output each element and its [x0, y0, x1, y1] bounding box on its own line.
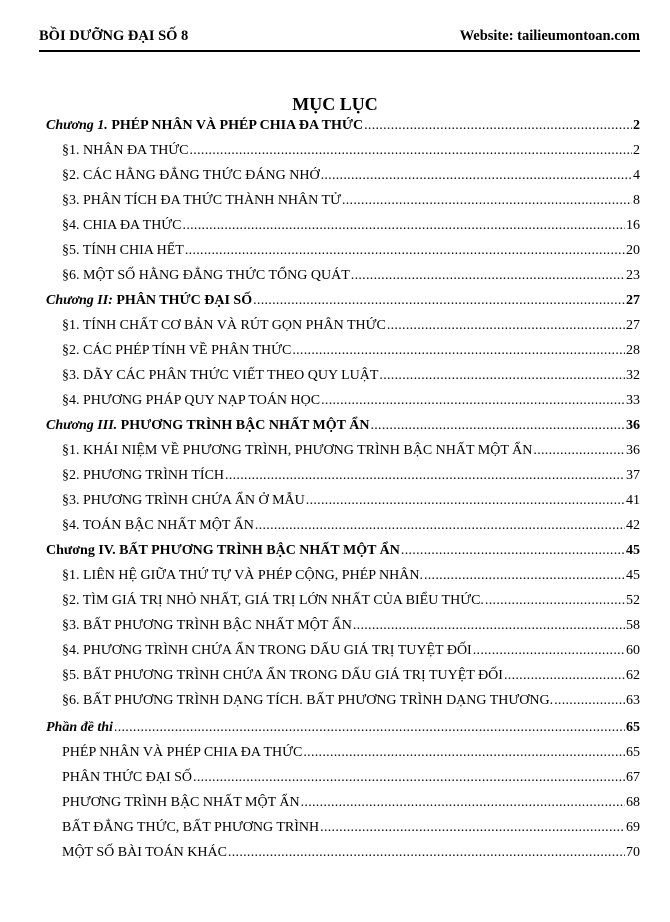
dot-leader — [321, 166, 632, 186]
dot-leader — [387, 316, 625, 336]
entry-title: §1. NHÂN ĐA THỨC — [62, 143, 189, 158]
toc-entry-label — [62, 466, 224, 486]
page-number: 63 — [626, 693, 640, 708]
entry-title: PHÉP NHÂN VÀ PHÉP CHIA ĐA THỨC — [107, 118, 364, 133]
dot-leader — [364, 116, 632, 136]
toc-entry-label — [46, 116, 363, 136]
toc-entry-label — [62, 516, 254, 536]
entry-title: BẤT ĐẲNG THỨC, BẤT PHƯƠNG TRÌNH — [62, 820, 320, 835]
toc-section-entry[interactable] — [46, 616, 640, 641]
page-number: 65 — [626, 745, 640, 760]
dot-leader — [401, 541, 625, 561]
page-number: 27 — [626, 318, 640, 333]
entry-title: §6. MỘT SỐ HẰNG ĐẲNG THỨC TỔNG QUÁT — [62, 268, 350, 283]
toc-section-entry[interactable] — [46, 366, 640, 391]
page-number: 8 — [633, 193, 640, 208]
dot-leader — [353, 616, 625, 636]
page-title: MỤC LỤC — [292, 94, 378, 114]
toc-section-entry[interactable] — [46, 691, 640, 716]
page-number: 45 — [626, 568, 640, 583]
page-number: 68 — [626, 795, 640, 810]
toc-section-entry[interactable] — [46, 241, 640, 266]
toc-section-entry[interactable] — [46, 191, 640, 216]
entry-title: §2. CÁC HẰNG ĐẲNG THỨC ĐÁNG NHỚ — [62, 168, 320, 183]
entry-title: §2. CÁC PHÉP TÍNH VỀ PHÂN THỨC — [62, 343, 292, 358]
entry-title: PHƯƠNG TRÌNH BẬC NHẤT MỘT ẨN — [62, 795, 300, 810]
dot-leader — [320, 818, 625, 838]
toc-entry-label — [62, 141, 189, 161]
page-number: 20 — [626, 243, 640, 258]
toc-entry-label — [62, 216, 182, 236]
page-number: 69 — [626, 820, 640, 835]
page-number: 23 — [626, 268, 640, 283]
toc-section-entry[interactable] — [46, 441, 640, 466]
toc-entry-label — [62, 566, 423, 586]
toc-entry-label — [62, 768, 192, 788]
dot-leader — [255, 516, 625, 536]
toc-section-entry[interactable] — [46, 341, 640, 366]
entry-title: §5. BẤT PHƯƠNG TRÌNH CHỨA ẨN TRONG DẤU GIÁ TRỊ TUYỆT ĐỐI — [62, 668, 503, 683]
toc-entry-label — [62, 818, 319, 838]
toc-section-entry[interactable] — [46, 141, 640, 166]
toc-section-entry[interactable] — [46, 818, 640, 843]
page-number: 58 — [626, 618, 640, 633]
entry-title: PHƯƠNG TRÌNH BẬC NHẤT MỘT ẨN — [117, 418, 370, 433]
page-number: 41 — [626, 493, 640, 508]
entry-title: Chương IV. BẤT PHƯƠNG TRÌNH BẬC NHẤT MỘT ẨN — [46, 543, 400, 558]
header-divider — [39, 50, 640, 52]
header-website: Website: tailieumontoan.com — [459, 28, 640, 44]
toc-section-entry[interactable] — [46, 843, 640, 868]
toc-chapter-entry[interactable] — [46, 116, 640, 141]
entry-title: §1. KHÁI NIỆM VỀ PHƯƠNG TRÌNH, PHƯƠNG TRÌNH BẬC NHẤT MỘT ẨN — [62, 443, 533, 458]
table-of-contents — [46, 116, 640, 868]
dot-leader — [473, 641, 625, 661]
dot-leader — [225, 466, 625, 486]
toc-entry-label — [62, 843, 227, 863]
chapter-prefix: Chương III. — [46, 418, 118, 433]
entry-title: §6. BẤT PHƯƠNG TRÌNH DẠNG TÍCH. BẤT PHƯƠNG TRÌNH DẠNG THƯƠNG. — [62, 693, 554, 708]
page-number: 28 — [626, 343, 640, 358]
entry-title: §4. CHIA ĐA THỨC — [62, 218, 182, 233]
page-number: 27 — [626, 293, 640, 308]
dot-leader — [342, 191, 632, 211]
toc-entry-label — [62, 793, 300, 813]
toc-entry-label — [46, 541, 400, 561]
dot-leader — [228, 843, 625, 863]
toc-entry-label — [62, 391, 320, 411]
page-number: 42 — [626, 518, 640, 533]
page-number: 62 — [626, 668, 640, 683]
page-number: 4 — [633, 168, 640, 183]
entry-title: §4. TOÁN BẬC NHẤT MỘT ẨN — [62, 518, 254, 533]
page-number: 32 — [626, 368, 640, 383]
entry-title: §3. PHÂN TÍCH ĐA THỨC THÀNH NHÂN TỬ — [62, 193, 341, 208]
entry-title: §4. PHƯƠNG TRÌNH CHỨA ẨN TRONG DẤU GIÁ TRỊ TUYỆT ĐỐI — [62, 643, 472, 658]
dot-leader — [183, 216, 625, 236]
page-number: 36 — [626, 443, 640, 458]
dot-leader — [321, 391, 625, 411]
dot-leader — [193, 768, 625, 788]
page-header — [39, 28, 640, 48]
chapter-prefix: Chương 1. — [46, 118, 108, 133]
entry-title: §1. TÍNH CHẤT CƠ BẢN VÀ RÚT GỌN PHÂN THỨC — [62, 318, 386, 333]
page-number: 33 — [626, 393, 640, 408]
chapter-prefix: Chương II: — [46, 293, 113, 308]
entry-title: PHÂN THỨC ĐẠI SỐ — [112, 293, 253, 308]
page-number: 60 — [626, 643, 640, 658]
entry-title: §2. PHƯƠNG TRÌNH TÍCH — [62, 468, 225, 483]
toc-entry-label — [46, 416, 369, 436]
dot-leader — [424, 566, 625, 586]
toc-chapter-entry[interactable] — [46, 541, 640, 566]
dot-leader — [190, 141, 633, 161]
toc-entry-label — [46, 291, 252, 311]
chapter-prefix: Phần đề thi — [46, 720, 113, 735]
toc-section-entry[interactable] — [46, 266, 640, 291]
dot-leader — [253, 291, 625, 311]
entry-title: §3. PHƯƠNG TRÌNH CHỨA ẨN Ở MẪU — [62, 493, 305, 508]
toc-entry-label — [62, 641, 472, 661]
dot-leader — [303, 743, 625, 763]
page-number: 67 — [626, 770, 640, 785]
header-book-title: BỒI DƯỠNG ĐẠI SỐ 8 — [39, 28, 189, 44]
toc-section-entry[interactable] — [46, 566, 640, 591]
page-number: 52 — [626, 593, 640, 608]
dot-leader — [554, 691, 625, 711]
toc-entry-label — [62, 616, 352, 636]
toc-section-entry[interactable] — [46, 166, 640, 191]
toc-chapter-entry[interactable] — [46, 718, 640, 743]
page-number: 70 — [626, 845, 640, 860]
toc-entry-label — [46, 718, 113, 738]
toc-entry-label — [62, 591, 484, 611]
toc-entry-label — [62, 691, 553, 711]
toc-entry-label — [62, 266, 350, 286]
dot-leader — [370, 416, 625, 436]
dot-leader — [306, 491, 625, 511]
page-number: 16 — [626, 218, 640, 233]
toc-entry-label — [62, 166, 320, 186]
toc-chapter-entry[interactable] — [46, 416, 640, 441]
toc-entry-label — [62, 241, 184, 261]
toc-section-entry[interactable] — [46, 591, 640, 616]
page-number: 36 — [626, 418, 640, 433]
entry-title: §1. LIÊN HỆ GIỮA THỨ TỰ VÀ PHÉP CỘNG, PHÉP NHÂN. — [62, 568, 423, 583]
page-number: 45 — [626, 543, 640, 558]
toc-section-entry[interactable] — [46, 793, 640, 818]
toc-section-entry[interactable] — [46, 316, 640, 341]
toc-section-entry[interactable] — [46, 391, 640, 416]
toc-section-entry[interactable] — [46, 466, 640, 491]
entry-title: §5. TÍNH CHIA HẾT — [62, 243, 184, 258]
dot-leader — [351, 266, 625, 286]
dot-leader — [301, 793, 625, 813]
page-number: 2 — [633, 143, 640, 158]
page-number: 2 — [633, 118, 640, 133]
dot-leader — [533, 441, 625, 461]
page-number: 65 — [626, 720, 640, 735]
entry-title: §3. DÃY CÁC PHÂN THỨC VIẾT THEO QUY LUẬT — [62, 368, 379, 383]
dot-leader — [485, 591, 625, 611]
toc-chapter-entry[interactable] — [46, 291, 640, 316]
page-number: 37 — [626, 468, 640, 483]
entry-title: MỘT SỐ BÀI TOÁN KHÁC — [62, 845, 227, 860]
dot-leader — [185, 241, 625, 261]
toc-entry-label — [62, 666, 503, 686]
dot-leader — [504, 666, 625, 686]
toc-entry-label — [62, 191, 341, 211]
entry-title: PHÉP NHÂN VÀ PHÉP CHIA ĐA THỨC — [62, 745, 303, 760]
entry-title: §4. PHƯƠNG PHÁP QUY NẠP TOÁN HỌC — [62, 393, 321, 408]
dot-leader — [114, 718, 625, 738]
toc-entry-label — [62, 366, 378, 386]
toc-section-entry[interactable] — [46, 216, 640, 241]
toc-entry-label — [62, 341, 291, 361]
toc-section-entry[interactable] — [46, 641, 640, 666]
dot-leader — [292, 341, 625, 361]
toc-entry-label — [62, 743, 302, 763]
toc-section-entry[interactable] — [46, 491, 640, 516]
entry-title: PHÂN THỨC ĐẠI SỐ — [62, 770, 193, 785]
toc-section-entry[interactable] — [46, 666, 640, 691]
toc-entry-label — [62, 316, 386, 336]
toc-section-entry[interactable] — [46, 743, 640, 768]
entry-title: §2. TÌM GIÁ TRỊ NHỎ NHẤT, GIÁ TRỊ LỚN NHẤT CỦA BIỂU THỨC. — [62, 593, 484, 608]
dot-leader — [379, 366, 625, 386]
toc-section-entry[interactable] — [46, 768, 640, 793]
toc-entry-label — [62, 441, 532, 461]
entry-title: §3. BẤT PHƯƠNG TRÌNH BẬC NHẤT MỘT ẨN — [62, 618, 352, 633]
toc-entry-label — [62, 491, 305, 511]
toc-section-entry[interactable] — [46, 516, 640, 541]
